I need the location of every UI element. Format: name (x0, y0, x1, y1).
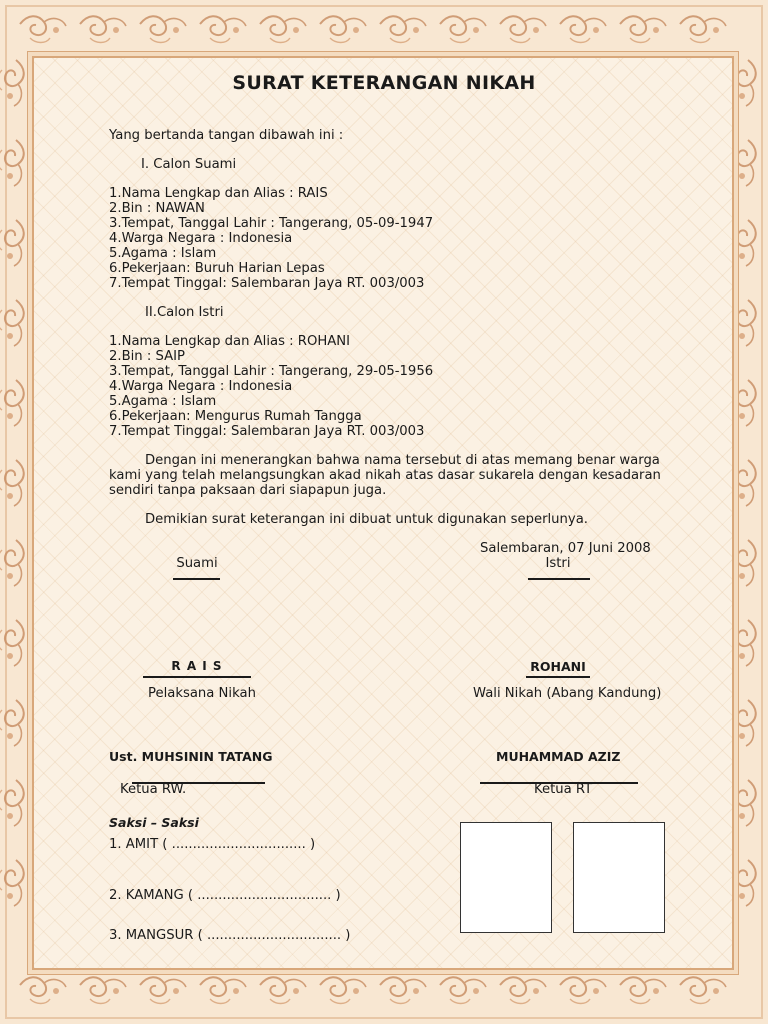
suami-detail-line: 1.Nama Lengkap dan Alias : RAIS (109, 186, 328, 201)
suami-signature-label: Suami (176, 556, 218, 571)
witness-item: 2. KAMANG ( ................................ ) (109, 888, 341, 903)
photo-placeholder-icon (460, 822, 552, 933)
rw-label: Ketua RW. (120, 782, 187, 797)
witness-item: 3. MANGSUR ( ................................ ) (109, 928, 351, 943)
closing-text: Demikian surat keterangan ini dibuat untuk digunakan seperlunya. (145, 512, 588, 527)
witnesses-heading: Saksi – Saksi (109, 815, 199, 830)
intro-text: Yang bertanda tangan dibawah ini : (109, 128, 344, 143)
suami-heading: I. Calon Suami (141, 157, 237, 172)
rt-label: Ketua RT (534, 782, 593, 797)
suami-detail-line: 5.Agama : Islam (109, 246, 217, 261)
istri-short-line (528, 578, 590, 580)
suami-detail-line: 4.Warga Negara : Indonesia (109, 231, 293, 246)
suami-detail-line: 3.Tempat, Tanggal Lahir : Tangerang, 05-09-1947 (109, 216, 434, 231)
istri-detail-line: 7.Tempat Tinggal: Salembaran Jaya RT. 003/003 (109, 424, 425, 439)
statement-line: kami yang telah melangsungkan akad nikah atas dasar sukarela dengan kesadaran (109, 468, 661, 483)
istri-detail-line: 5.Agama : Islam (109, 394, 217, 409)
suami-detail-line: 6.Pekerjaan: Buruh Harian Lepas (109, 261, 325, 276)
istri-signature-line (526, 676, 590, 678)
witness-item: 1. AMIT ( ................................ ) (109, 837, 316, 852)
istri-detail-line: 4.Warga Negara : Indonesia (109, 379, 293, 394)
suami-detail-line: 2.Bin : NAWAN (109, 201, 205, 216)
statement-line: sendiri tanpa paksaan dari siapapun juga. (109, 483, 387, 498)
pelaksana-label: Pelaksana Nikah (148, 686, 256, 701)
istri-detail-line: 2.Bin : SAIP (109, 349, 185, 364)
document-title: SURAT KETERANGAN NIKAH (232, 72, 536, 94)
pelaksana-name: Ust. MUHSININ TATANG (109, 749, 273, 764)
istri-signature-label: Istri (545, 556, 571, 571)
suami-detail-line: 7.Tempat Tinggal: Salembaran Jaya RT. 003/003 (109, 276, 425, 291)
statement-line: Dengan ini menerangkan bahwa nama tersebut di atas memang benar warga (145, 453, 660, 468)
wali-name: MUHAMMAD AZIZ (496, 749, 621, 764)
suami-name: R A I S (171, 659, 223, 673)
istri-detail-line: 1.Nama Lengkap dan Alias : ROHANI (109, 334, 351, 349)
istri-name: ROHANI (530, 659, 586, 674)
istri-detail-line: 6.Pekerjaan: Mengurus Rumah Tangga (109, 409, 362, 424)
place-date: Salembaran, 07 Juni 2008 (480, 541, 651, 556)
wali-label: Wali Nikah (Abang Kandung) (473, 686, 662, 701)
suami-short-line (173, 578, 220, 580)
suami-signature-line (143, 676, 251, 678)
photo-placeholder-icon (573, 822, 665, 933)
istri-detail-line: 3.Tempat, Tanggal Lahir : Tangerang, 29-05-1956 (109, 364, 434, 379)
istri-heading: II.Calon Istri (145, 305, 224, 320)
